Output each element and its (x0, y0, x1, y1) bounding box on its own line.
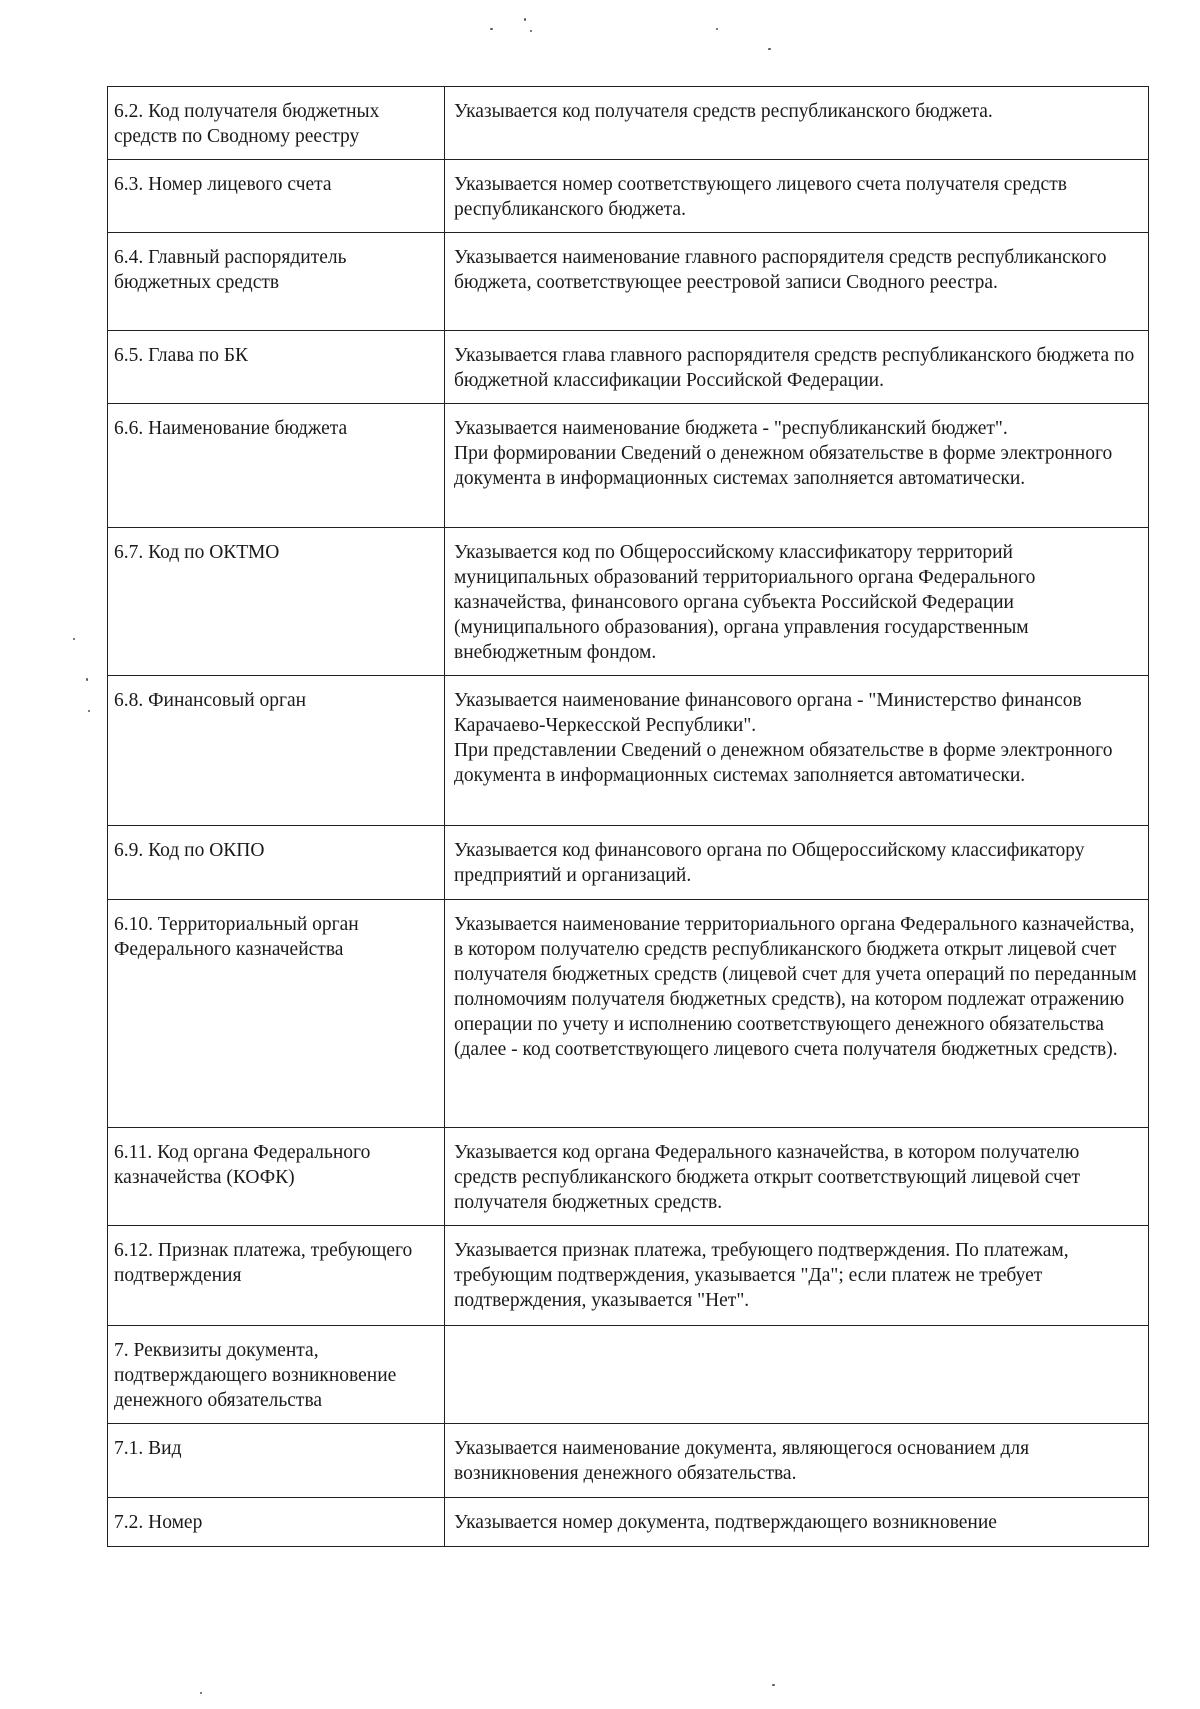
table-row (108, 87, 1149, 160)
description-text: При формировании Сведений о денежном обязательстве в форме электронного документа в информационных системах заполняется автоматически. (454, 443, 1113, 489)
table-row (108, 900, 1149, 1128)
field-description (445, 676, 1149, 826)
scan-speck (200, 1692, 202, 1694)
table-row (108, 1226, 1149, 1326)
table-row (108, 160, 1149, 233)
description-text: Указывается код получателя средств республиканского бюджета. (454, 101, 993, 122)
field-name: 6.6. Наименование бюджета (108, 404, 445, 528)
requisites-table (107, 86, 1149, 1547)
scan-speck (772, 1684, 775, 1686)
field-description (445, 1498, 1149, 1547)
description-text: При представлении Сведений о денежном обязательстве в форме электронного документа в информационных системах заполняется автоматически. (454, 740, 1113, 786)
description-text: Указывается наименование бюджета - "республиканский бюджет". (454, 418, 1008, 439)
field-description (445, 528, 1149, 676)
field-description (445, 404, 1149, 528)
scan-speck (88, 710, 90, 712)
field-name: 6.4. Главный распорядитель бюджетных средств (108, 233, 445, 331)
field-name: 7. Реквизиты документа, подтверждающего возникновение денежного обязательства (108, 1326, 445, 1424)
scan-speck (716, 28, 718, 30)
description-text: Указывается наименование территориального органа Федерального казначейства, в котором получателю средств республиканского бюджета открыт лицевой счет получателя бюджетных средств (лицевой счет для учета операций по переданным полномочиям получателя бюджетных средств), на котором подлежат отражению операции по учету и исполнению соответствующего денежного обязательства (далее - код соответствующего лицевого счета получателя бюджетных средств). (454, 914, 1137, 1060)
field-description (445, 826, 1149, 900)
field-name: 6.10. Территориальный орган Федерального казначейства (108, 900, 445, 1128)
description-text: Указывается код финансового органа по Общероссийскому классификатору предприятий и организаций. (454, 840, 1085, 886)
field-name: 7.2. Номер (108, 1498, 445, 1547)
field-name: 6.7. Код по ОКТМО (108, 528, 445, 676)
table-row (108, 1498, 1149, 1547)
table-row (108, 404, 1149, 528)
table-row (108, 1326, 1149, 1424)
description-text: Указывается номер документа, подтверждающего возникновение (454, 1512, 997, 1533)
field-name: 6.11. Код органа Федерального казначейства (КОФК) (108, 1128, 445, 1226)
field-name: 6.5. Глава по БК (108, 331, 445, 404)
table-body (108, 87, 1149, 1547)
table-row (108, 826, 1149, 900)
field-name: 6.3. Номер лицевого счета (108, 160, 445, 233)
scan-speck (530, 30, 532, 32)
field-description (445, 900, 1149, 1128)
field-description (445, 1226, 1149, 1326)
field-name: 6.12. Признак платежа, требующего подтверждения (108, 1226, 445, 1326)
field-description (445, 87, 1149, 160)
scan-speck (524, 18, 526, 21)
table-row (108, 528, 1149, 676)
field-name: 6.9. Код по ОКПО (108, 826, 445, 900)
description-text: Указывается код органа Федерального казначейства, в котором получателю средств республиканского бюджета открыт соответствующий лицевой счет получателя бюджетных средств. (454, 1142, 1081, 1213)
scan-speck (768, 48, 771, 50)
scan-speck (490, 28, 493, 30)
description-text: Указывается наименование документа, являющегося основанием для возникновения денежного обязательства. (454, 1438, 1030, 1484)
description-text: Указывается наименование главного распорядителя средств республиканского бюджета, соответствующее реестровой записи Сводного реестра. (454, 247, 1107, 293)
description-text: Указывается признак платежа, требующего подтверждения. По платежам, требующим подтверждения, указывается "Да"; если платеж не требует подтверждения, указывается "Нет". (454, 1240, 1069, 1311)
field-description (445, 1424, 1149, 1498)
table-row (108, 233, 1149, 331)
field-name: 6.8. Финансовый орган (108, 676, 445, 826)
table-row (108, 1128, 1149, 1226)
field-description (445, 233, 1149, 331)
field-name: 6.2. Код получателя бюджетных средств по Сводному реестру (108, 87, 445, 160)
description-text: Указывается наименование финансового органа - "Министерство финансов Карачаево-Черкесской Республики". (454, 690, 1082, 736)
table-row (108, 1424, 1149, 1498)
field-description (445, 1326, 1149, 1424)
description-text: Указывается код по Общероссийскому классификатору территорий муниципальных образований территориального органа Федерального казначейства, финансового органа субъекта Российской Федерации (муниципального образования), органа управления государственным внебюджетным фондом. (454, 542, 1036, 663)
field-name: 7.1. Вид (108, 1424, 445, 1498)
description-text: Указывается номер соответствующего лицевого счета получателя средств республиканского бюджета. (454, 174, 1067, 220)
field-description (445, 331, 1149, 404)
table-row (108, 331, 1149, 404)
field-description (445, 1128, 1149, 1226)
description-text: Указывается глава главного распорядителя средств республиканского бюджета по бюджетной классификации Российской Федерации. (454, 345, 1135, 391)
field-description (445, 160, 1149, 233)
scan-speck (73, 638, 75, 640)
scan-speck (86, 678, 88, 681)
table-row (108, 676, 1149, 826)
